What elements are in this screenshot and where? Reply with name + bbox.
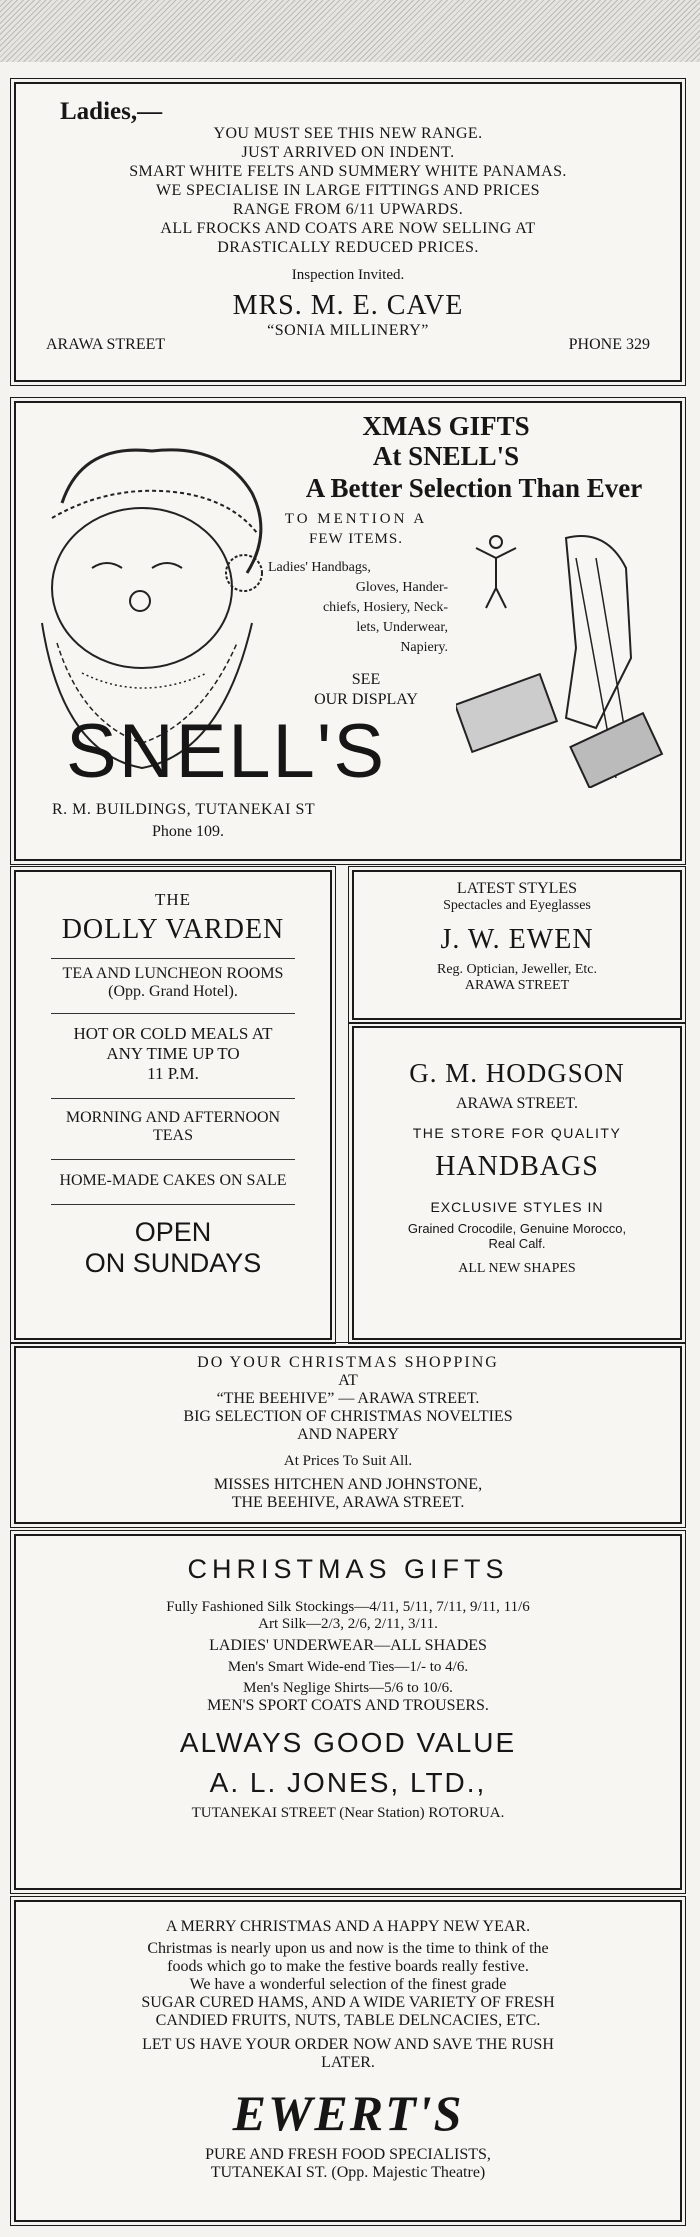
dolly-m2: ANY TIME UP TO — [106, 1044, 240, 1063]
dolly-cakes: HOME-MADE CAKES ON SALE — [59, 1172, 287, 1189]
jones-l2: Art Silk—2/3, 2/6, 2/11, 3/11. — [258, 1616, 438, 1632]
dolly-rule-4 — [51, 1159, 296, 1160]
cave-line-5: RANGE FROM 6/11 UPWARDS. — [232, 201, 464, 218]
ad-ewerts — [14, 1900, 682, 2222]
ad-gm-hodgson — [352, 1026, 682, 1340]
jones-value: ALWAYS GOOD VALUE — [179, 1727, 517, 1758]
cave-phone: PHONE 329 — [568, 336, 650, 353]
snell-address: R. M. BUILDINGS, TUTANEKAI ST — [52, 801, 316, 818]
jones-l3: LADIES' UNDERWEAR—ALL SHADES — [209, 1637, 487, 1654]
ewen-name: J. W. EWEN — [440, 924, 594, 955]
cave-line-2: JUST ARRIVED ON INDENT. — [241, 144, 455, 161]
beehive-l4: BIG SELECTION OF CHRISTMAS NOVELTIES — [183, 1408, 513, 1425]
dolly-m3: 11 P.M. — [147, 1064, 199, 1083]
cave-line-6: ALL FROCKS AND COATS ARE NOW SELLING AT — [160, 220, 536, 237]
snell-item-2: Gloves, Hander- — [355, 580, 448, 595]
snell-mention-2: FEW ITEMS. — [309, 531, 403, 547]
jones-l1: Fully Fashioned Silk Stockings—4/11, 5/11, 7/11, 9/11, 11/6 — [166, 1599, 530, 1615]
ewert-l2: Christmas is nearly upon us and now is the time to think of the — [147, 1940, 549, 1957]
ewen-l1: LATEST STYLES — [456, 880, 578, 897]
jones-title: CHRISTMAS GIFTS — [187, 1554, 509, 1584]
snell-mention-1: TO MENTION A — [284, 511, 428, 527]
snell-name: SNELL'S — [66, 709, 387, 794]
ad-al-jones — [14, 1534, 682, 1890]
ewen-l2: Spectacles and Eyeglasses — [443, 898, 591, 913]
cave-line-3: SMART WHITE FELTS AND SUMMERY WHITE PANAMAS. — [129, 163, 567, 180]
dolly-rule-2 — [51, 1013, 296, 1014]
dolly-the: THE — [154, 890, 192, 909]
snell-item-3: chiefs, Hosiery, Neck- — [322, 600, 448, 615]
ewen-l4: ARAWA STREET — [464, 978, 570, 993]
snell-phone: Phone 109. — [152, 823, 224, 840]
hodgson-street: ARAWA STREET. — [456, 1095, 578, 1112]
gifts-illustration — [456, 528, 666, 788]
ewert-tag-1: PURE AND FRESH FOOD SPECIALISTS, — [205, 2146, 491, 2163]
ewert-l4: We have a wonderful selection of the finest grade — [189, 1976, 507, 1993]
cave-salutation: Ladies,— — [60, 98, 163, 125]
torn-paper-edge — [0, 0, 700, 62]
dolly-open-2: ON SUNDAYS — [84, 1248, 262, 1278]
hodgson-product: HANDBAGS — [435, 1151, 599, 1182]
cave-line-7: DRASTICALLY REDUCED PRICES. — [217, 239, 479, 256]
ad-jw-ewen — [352, 870, 682, 1020]
snell-item-4: lets, Underwear, — [356, 620, 448, 635]
hodgson-excl: EXCLUSIVE STYLES IN — [430, 1199, 604, 1215]
snell-headline-1: XMAS GIFTS — [362, 411, 530, 441]
jones-l5: Men's Neglige Shirts—5/6 to 10/6. — [243, 1680, 453, 1696]
ewert-l3: foods which go to make the festive boards really festive. — [167, 1958, 529, 1975]
jones-name: A. L. JONES, LTD., — [209, 1767, 487, 1798]
ewert-tag-2: TUTANEKAI ST. (Opp. Majestic Theatre) — [210, 2164, 486, 2181]
ad-beehive — [14, 1346, 682, 1524]
dolly-rule-1 — [51, 958, 296, 959]
beehive-l8: THE BEEHIVE, ARAWA STREET. — [231, 1494, 465, 1511]
hodgson-store: THE STORE FOR QUALITY — [412, 1125, 622, 1141]
jones-l4: Men's Smart Wide-end Ties—1/- to 4/6. — [227, 1659, 469, 1675]
cave-line-1: YOU MUST SEE THIS NEW RANGE. — [213, 125, 483, 142]
dolly-rule-5 — [51, 1204, 296, 1205]
dolly-rule-3 — [51, 1098, 296, 1099]
beehive-l3: “THE BEEHIVE” — ARAWA STREET. — [216, 1390, 480, 1407]
ewert-l7: LET US HAVE YOUR ORDER NOW AND SAVE THE RUSH — [142, 2036, 554, 2053]
dolly-l2: (Opp. Grand Hotel). — [108, 983, 238, 1000]
ewen-l3: Reg. Optician, Jeweller, Etc. — [437, 962, 597, 977]
ewert-name: EWERT'S — [232, 2085, 464, 2141]
dolly-t2: TEAS — [153, 1127, 193, 1144]
ewert-l1: A MERRY CHRISTMAS AND A HAPPY NEW YEAR. — [165, 1918, 531, 1935]
hodgson-m2: Real Calf. — [488, 1236, 546, 1251]
dolly-name: DOLLY VARDEN — [61, 914, 285, 945]
cave-street: ARAWA STREET — [46, 336, 166, 353]
ewert-l5: SUGAR CURED HAMS, AND A WIDE VARIETY OF FRESH — [141, 1994, 555, 2011]
cave-line-4: WE SPECIALISE IN LARGE FITTINGS AND PRICES — [156, 182, 540, 199]
jones-address: TUTANEKAI STREET (Near Station) ROTORUA. — [191, 1805, 505, 1821]
snell-see-1: SEE — [351, 671, 381, 688]
snell-headline-3: A Better Selection Than Ever — [305, 473, 643, 503]
cave-invite: Inspection Invited. — [291, 267, 405, 283]
ad-snells — [14, 401, 682, 861]
beehive-l2: AT — [338, 1372, 358, 1389]
hodgson-name: G. M. HODGSON — [409, 1058, 625, 1088]
ad-dolly-varden — [14, 870, 332, 1340]
cave-name: MRS. M. E. CAVE — [232, 290, 464, 321]
ewert-l8: LATER. — [321, 2054, 375, 2071]
dolly-open-1: OPEN — [134, 1217, 212, 1247]
ewert-l6: CANDIED FRUITS, NUTS, TABLE DELNCACIES, ETC. — [155, 2012, 541, 2029]
dolly-m1: HOT OR COLD MEALS AT — [73, 1024, 273, 1043]
jones-l6: MEN'S SPORT COATS AND TROUSERS. — [207, 1697, 489, 1714]
hodgson-shapes: ALL NEW SHAPES — [458, 1261, 576, 1276]
snell-headline-2: At SNELL'S — [372, 441, 520, 471]
beehive-l1: DO YOUR CHRISTMAS SHOPPING — [197, 1354, 499, 1371]
dolly-l1: TEA AND LUNCHEON ROOMS — [62, 965, 284, 982]
hodgson-m1: Grained Crocodile, Genuine Morocco, — [407, 1221, 627, 1236]
beehive-l5: AND NAPERY — [297, 1426, 399, 1443]
beehive-l6: At Prices To Suit All. — [283, 1453, 413, 1469]
snell-see-2: OUR DISPLAY — [314, 691, 418, 708]
ad-cave-millinery — [14, 82, 682, 382]
snell-item-1: Ladies' Handbags, — [268, 560, 371, 575]
beehive-l7: MISSES HITCHEN AND JOHNSTONE, — [213, 1476, 483, 1493]
cave-shop: “SONIA MILLINERY” — [267, 322, 429, 339]
dolly-t1: MORNING AND AFTERNOON — [65, 1109, 281, 1126]
snell-item-5: Napiery. — [400, 640, 448, 655]
